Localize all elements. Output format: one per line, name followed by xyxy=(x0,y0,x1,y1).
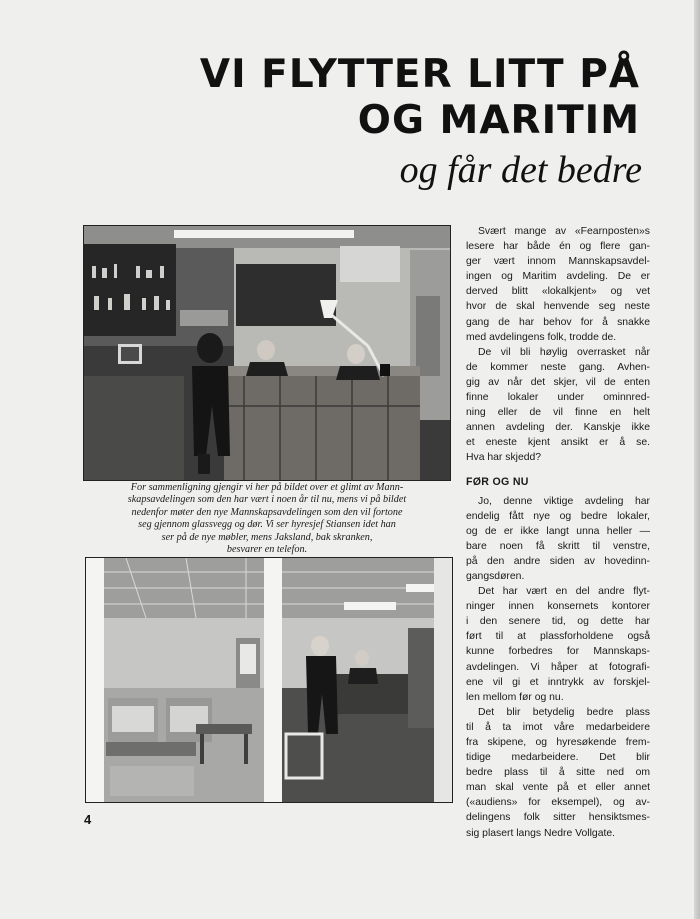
body-line: med avdelingens folk, trodde de. xyxy=(466,331,617,343)
body-line: ninger innen konsernets kontorer xyxy=(466,601,650,613)
body-line: gang de har behov for å snakke xyxy=(466,316,650,328)
caption-line: For sammenligning gjengir vi her på bildet over et glimt av Mann- xyxy=(130,482,404,493)
body-line: i den senere tid, og dette har xyxy=(466,616,650,628)
body-line: derved blitt «lokalkjent» og vet xyxy=(466,286,650,298)
body-line: sig plasert langs Nedre Vollgate. xyxy=(466,827,616,839)
article-body xyxy=(466,224,650,841)
body-line: annen avdeling der. Kanskje ikke xyxy=(466,422,650,434)
body-line: kunne forbedres for Mannskaps- xyxy=(466,646,650,658)
caption-line: skapsavdelingen som den har vært i noen år til nu, mens vi på bildet xyxy=(127,494,407,506)
body-line: delingens folk sitter hensiktsmes- xyxy=(466,812,650,824)
body-line: len mellom før og nu. xyxy=(466,691,564,703)
body-line: på den andre siden av hovedinn- xyxy=(466,555,650,567)
body-line: ene vil gi et inntrykk av forskjel- xyxy=(466,676,650,688)
body-line: avdelingen. Vi håper at fotografi- xyxy=(466,661,650,673)
body-line: ført til at plassforholdene også xyxy=(466,631,650,643)
caption-line: besvarer en telefon. xyxy=(226,544,308,556)
body-line: hvor de skal henvende seg neste xyxy=(466,301,650,313)
body-line: ning eller de vil finne en helt xyxy=(466,407,650,419)
body-line: Hva har skjedd? xyxy=(466,452,542,464)
article-subtitle: og får det bedre xyxy=(399,149,642,191)
body-line: man skal vente på et eller annet xyxy=(466,782,650,794)
page-edge xyxy=(694,0,700,919)
body-line: og de er ikke langt unna heller — xyxy=(466,525,650,537)
body-line: et eneste kjent ansikt er å se. xyxy=(466,437,650,449)
photo-old-office xyxy=(83,225,451,481)
body-line: De vil bli høylig overrasket når xyxy=(478,346,650,358)
body-line: gig av når det skjer, vil de enten xyxy=(466,376,650,388)
body-line: Jo, denne viktige avdeling har xyxy=(478,495,650,507)
body-line: lesere har både én og flere gan- xyxy=(466,241,650,253)
body-line: de kommer neste gang. Avhen- xyxy=(466,361,650,373)
body-line: bare noen få skritt til venstre, xyxy=(466,540,650,552)
photo-caption xyxy=(82,482,452,556)
body-line: gangsdøren. xyxy=(466,570,525,582)
caption-line: nedenfor møter den nye Mannskapsavdelingen som den vil fortone xyxy=(131,506,403,518)
body-line: Svært mange av «Fearnposten»s xyxy=(478,226,650,237)
body-line: Det har vært en del andre flyt- xyxy=(478,586,650,598)
body-line: ger vært innom Mannskapsavdel- xyxy=(466,256,650,268)
body-line: («audiens» for eksempel), og av- xyxy=(466,797,650,809)
body-line: endelig fått nye og bedre lokaler, xyxy=(466,510,650,522)
caption-line: ser på de nye møbler, mens Jaksland, bak skranken, xyxy=(161,531,373,543)
page-number: 4 xyxy=(84,812,92,827)
body-line: ingen og Maritim avdeling. De er xyxy=(466,271,650,283)
section-heading: FØR OG NU xyxy=(466,475,529,488)
body-line: fra skipene, og hyresøkende frem- xyxy=(466,737,650,748)
photo-new-office xyxy=(85,557,453,803)
article-title-line-2: OG MARITIM xyxy=(357,98,640,143)
body-line: Det blir betydelig bedre plass xyxy=(478,706,650,718)
body-line: til å ta imot våre medarbeidere xyxy=(466,721,650,733)
body-line: finne lokaler under ominnred- xyxy=(466,392,650,404)
body-line: tidige medarbeidere. Det blir xyxy=(466,752,650,764)
body-line: bedre plass til å sitte ned om xyxy=(466,767,650,779)
article-title-line-1: VI FLYTTER LITT PÅ xyxy=(199,52,640,97)
caption-line: seg gjennom glassvegg og dør. Vi ser hyresjef Stiansen idet han xyxy=(138,519,396,531)
